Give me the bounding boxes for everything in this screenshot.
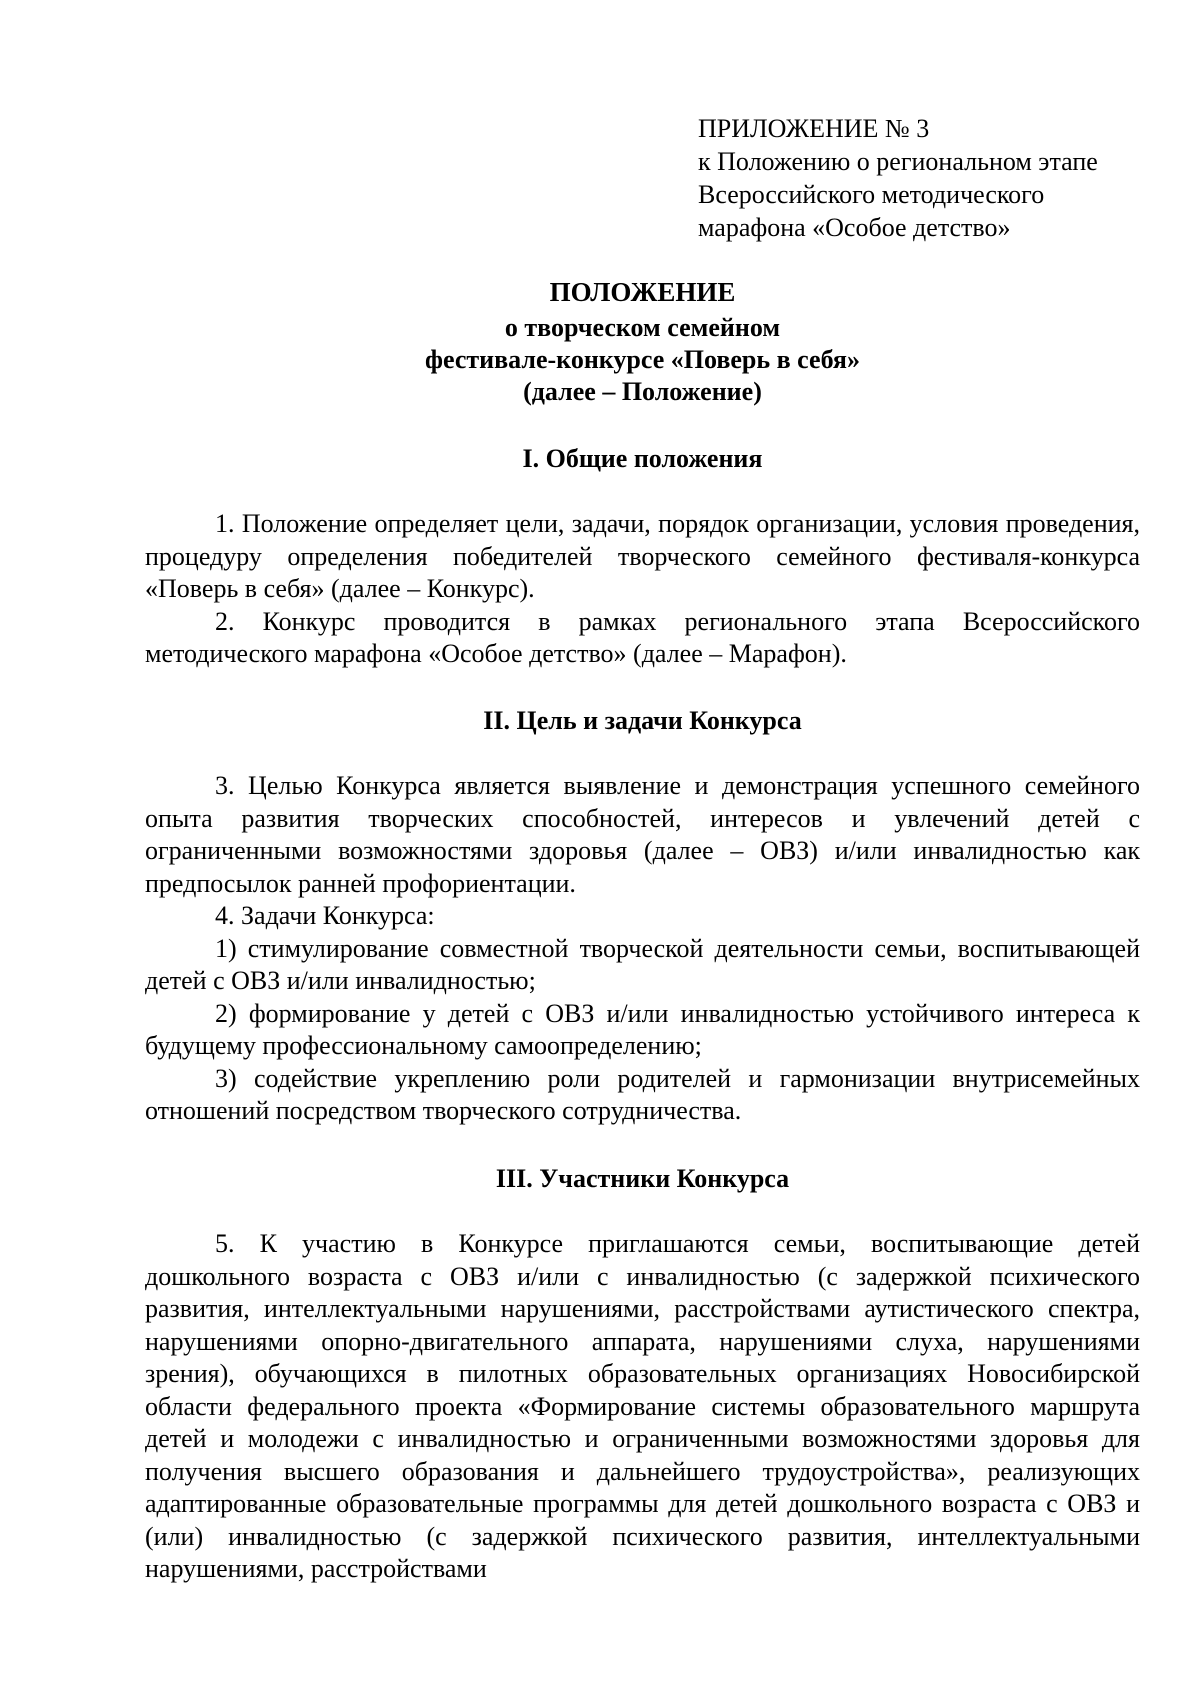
section-heading-participants: III. Участники Конкурса	[495, 1164, 790, 1193]
document-title: ПОЛОЖЕНИЕ	[549, 277, 736, 307]
section-body-goals	[145, 770, 1140, 1128]
list-item: 3) содействие укреплению роли родителей и гармонизации внутрисемейных отношений посредством творческого сотрудничества.	[145, 1063, 1140, 1125]
section-heading-goals: II. Цель и задачи Конкурса	[483, 706, 802, 735]
appendix-number: ПРИЛОЖЕНИЕ № 3	[698, 114, 930, 143]
appendix-reference-line: к Положению о региональном этапе	[698, 147, 1098, 176]
list-item: 1) стимулирование совместной творческой деятельности семьи, воспитывающей детей с ОВЗ и/или инвалидностью;	[145, 933, 1140, 995]
paragraph: 5. К участию в Конкурсе приглашаются семьи, воспитывающие детей дошкольного возраста с ОВЗ и/или с инвалидностью (с задержкой психического развития, интеллектуальными нарушениями, расстройствами аутистического спектра, нарушениями опорно-двигательного аппарата, нарушениями слуха, нарушениями зрения), обучающихся в пилотных образовательных организациях Новосибирской области федерального проекта «Формирование системы образовательного маршрута детей и молодежи с инвалидностью и ограниченными возможностями здоровья для получения высшего образования и дальнейшего трудоустройства», реализующих адаптированные образовательные программы для детей дошкольного возраста с ОВЗ и (или) инвалидностью (с задержкой психического развития, интеллектуальными нарушениями, расстройствами	[145, 1229, 1140, 1583]
appendix-header	[698, 112, 1168, 244]
appendix-reference-line: Всероссийского методического	[698, 180, 1045, 209]
paragraph: 3. Целью Конкурса является выявление и демонстрация успешного семейного опыта развития творческих способностей, интересов и увлечений детей с ограниченными возможностями здоровья (далее – ОВЗ) и/или инвалидностью как предпосылок ранней профориентации.	[145, 771, 1140, 898]
document-subtitle: (далее – Положение)	[523, 377, 762, 406]
appendix-reference-line: марафона «Особое детство»	[698, 213, 1011, 242]
document-subtitle: о творческом семейном	[504, 313, 781, 342]
section-heading-general: I. Общие положения	[522, 444, 763, 473]
document-subtitle: фестивале-конкурсе «Поверь в себя»	[424, 345, 860, 374]
paragraph: 1. Положение определяет цели, задачи, порядок организации, условия проведения, процедуру определения победителей творческого семейного фестиваля-конкурса «Поверь в себя» (далее – Конкурс).	[145, 509, 1140, 603]
list-item: 2) формирование у детей с ОВЗ и/или инвалидностью устойчивого интереса к будущему профессиональному самоопределению;	[145, 998, 1140, 1060]
paragraph: 4. Задачи Конкурса:	[215, 901, 435, 930]
section-body-general	[145, 508, 1140, 671]
paragraph: 2. Конкурс проводится в рамках регионального этапа Всероссийского методического марафона «Особое детство» (далее – Марафон).	[145, 606, 1140, 668]
section-body-participants	[145, 1228, 1140, 1586]
